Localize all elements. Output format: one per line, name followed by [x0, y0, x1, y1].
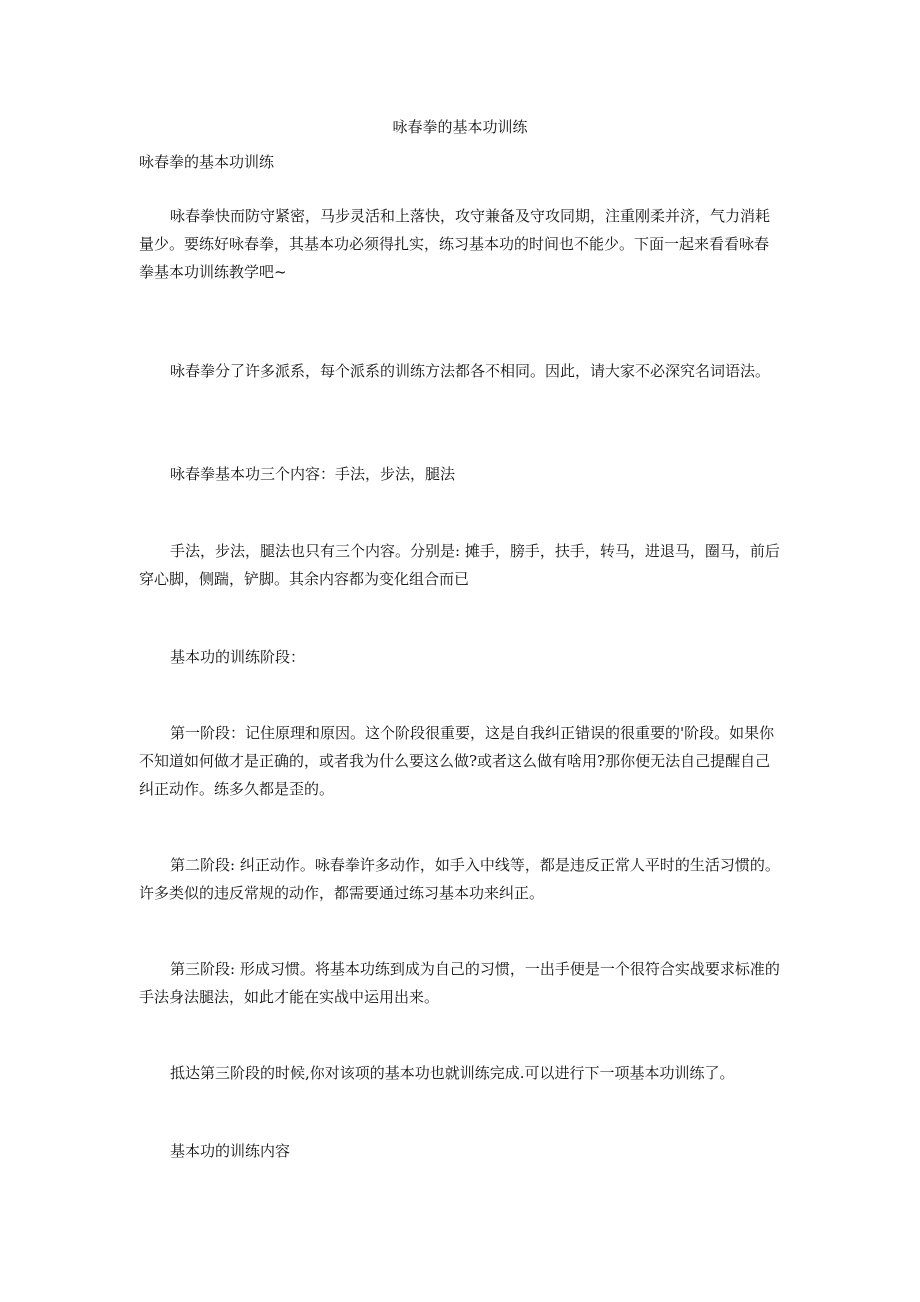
paragraph: 咏春拳基本功三个内容：手法，步法，腿法	[170, 465, 456, 483]
section-heading: 咏春拳的基本功训练	[139, 153, 275, 171]
paragraph: 咏春拳快而防守紧密，马步灵活和上落快，攻守兼备及守攻同期，注重刚柔并济，气力消耗量少。要练好咏春拳，其基本功必须得扎实，练习基本功的时间也不能少。下面一起来看看咏春拳基本功训练教学吧~	[139, 207, 771, 281]
paragraph: 咏春拳分了许多派系，每个派系的训练方法都各不相同。因此，请大家不必深究名词语法。	[170, 362, 771, 380]
paragraph: 第一阶段：记住原理和原因。这个阶段很重要，这是自我纠正错误的很重要的'阶段。如果你不知道如何做才是正确的，或者我为什么要这么做?或者这么做有啥用?那你便无法自己提醒自己纠正动作。练多久都是歪的。	[139, 724, 775, 798]
paragraph: 抵达第三阶段的时候,你对该项的基本功也就训练完成.可以进行下一项基本功训练了。	[170, 1064, 735, 1082]
paragraph: 基本功的训练内容	[170, 1142, 291, 1160]
paragraph: 第三阶段: 形成习惯。将基本功练到成为自己的习惯，一出手便是一个很符合实战要求标准的手法身法腿法，如此才能在实战中运用出来。	[139, 960, 780, 1006]
paragraph: 第二阶段: 纠正动作。咏春拳许多动作，如手入中线等，都是违反正常人平时的生活习惯的。许多类似的违反常规的动作，都需要通过练习基本功来纠正。	[139, 856, 780, 902]
document-title: 咏春拳的基本功训练	[392, 118, 528, 136]
paragraph: 手法，步法，腿法也只有三个内容。分别是: 摊手，膀手，扶手，转马，进退马，圈马，前后穿心脚，侧踹，铲脚。其余内容都为变化组合而已	[139, 542, 780, 588]
paragraph: 基本功的训练阶段：	[170, 648, 306, 666]
